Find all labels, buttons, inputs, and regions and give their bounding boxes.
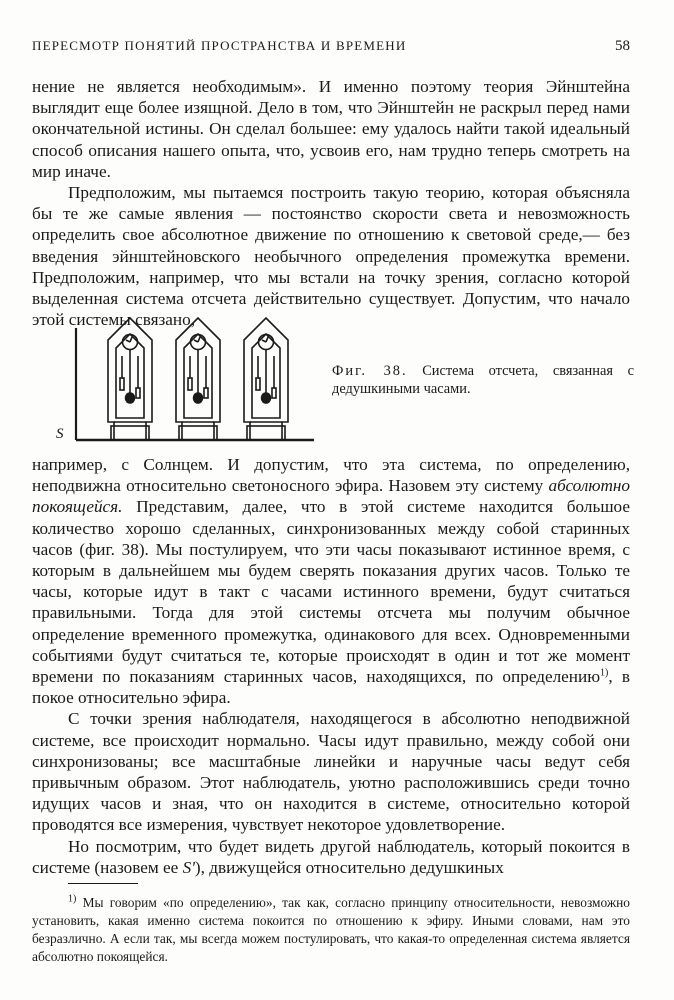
running-head: ПЕРЕСМОТР ПОНЯТИЙ ПРОСТРАНСТВА И ВРЕМЕНИ <box>32 38 407 53</box>
paragraph-3-part-a: например, с Солнцем. И допустим, что эта система, по определению, неподвижна относительно светоносного эфира. Назовем эту систему <box>32 455 630 496</box>
footnote-ref: 1) <box>600 667 609 679</box>
text-block-lower <box>32 454 630 878</box>
axis-label-s: S <box>56 426 64 442</box>
emphasis-absolute-rest: абсолютно покоящейся. <box>32 476 630 517</box>
paragraph-3-part-c: , в покое относительно эфира. <box>32 667 630 708</box>
grandfather-clock-icon <box>108 318 152 440</box>
footnote-divider <box>68 883 138 884</box>
paragraph-1: нение не является необходимым». И именно поэтому теория Эйнштейна выглядит еще более изящной. Дело в том, что Эйнштейн не раскрыл перед нами окончательной истины. Он сделал большее: ему удалось найти такой идеальный способ описания нашего опыта, что, усвоив его, нам трудно теперь смотреть на мир иначе. <box>32 77 630 181</box>
footnote-marker: 1) <box>68 893 77 905</box>
figure-caption-text: Система отсчета, связанная с дедушкиными часами. <box>332 363 634 397</box>
figure-caption-label: Фиг. 38. <box>332 363 408 379</box>
figure-38 <box>56 314 636 454</box>
footnote-text: Мы говорим «по определению», так как, согласно принципу относительности, невозможно установить, какая именно система покоится по отношению к эфиру. Иными словами, нам это безразлично. А если так, мы всегда можем постулировать, что какая-то определенная система является абсолютно покоящейся. <box>32 895 630 964</box>
figure-caption <box>332 362 634 398</box>
paragraph-4: С точки зрения наблюдателя, находящегося в абсолютно неподвижной системе, все происходит нормально. Часы идут правильно, между собой они синхронизованы; все масштабные линейки и наручные часы ведут себя привычным образом. Этот наблюдатель, уютно расположившись среди точно идущих часов и зная, что он находится в системе, относительно которой проводятся все измерения, чувствует некоторое удовлетворение. <box>32 709 630 835</box>
paragraph-5 <box>32 836 630 878</box>
text-block-upper <box>32 76 630 330</box>
paragraph-2: Предположим, мы пытаемся построить такую теорию, которая объясняла бы те же самые явления — постоянство скорости света и невозможность определить свое абсолютное движение по отношению к световой среде,— без введения эйнштейновского необычного определения промежутка времени. Предположим, например, что мы встали на точку зрения, согласно которой выделенная система отсчета действительно существует. Допустим, что начало этой системы связано, <box>32 183 630 330</box>
page-number: 58 <box>615 38 630 54</box>
footnote <box>32 894 630 966</box>
paragraph-5-part-a: Но посмотрим, что будет видеть другой наблюдатель, который покоится в системе (назовем ее <box>32 836 630 877</box>
paragraph-3-part-b: Представим, далее, что в этой системе находится большое количество хорошо сделанных, синхронизованных между собой старинных часов (фиг. 38). Мы постулируем, что эти часы показывают истинное время, с которым в дальнейшем мы будем сверять показания других часов. Только те часы, которые идут в такт с часами истинного времени, будут считаться правильными. Тогда для этой системы отсчета мы получим обычное определение временного промежутка, одинакового для всех. Одновременными событиями будут считаться те, которые происходят в один и тот же момент времени по показаниям старинных часов, находящихся, по определению <box>32 497 630 687</box>
paragraph-5-part-b: ), движущейся относительно дедушкиных <box>194 857 504 877</box>
frame-symbol: S' <box>182 857 195 877</box>
page-header <box>32 38 630 55</box>
paragraph-3 <box>32 454 630 708</box>
grandfather-clock-icon <box>176 318 220 440</box>
grandfather-clock-icon <box>244 318 288 440</box>
grandfather-clocks-illustration <box>56 314 326 454</box>
